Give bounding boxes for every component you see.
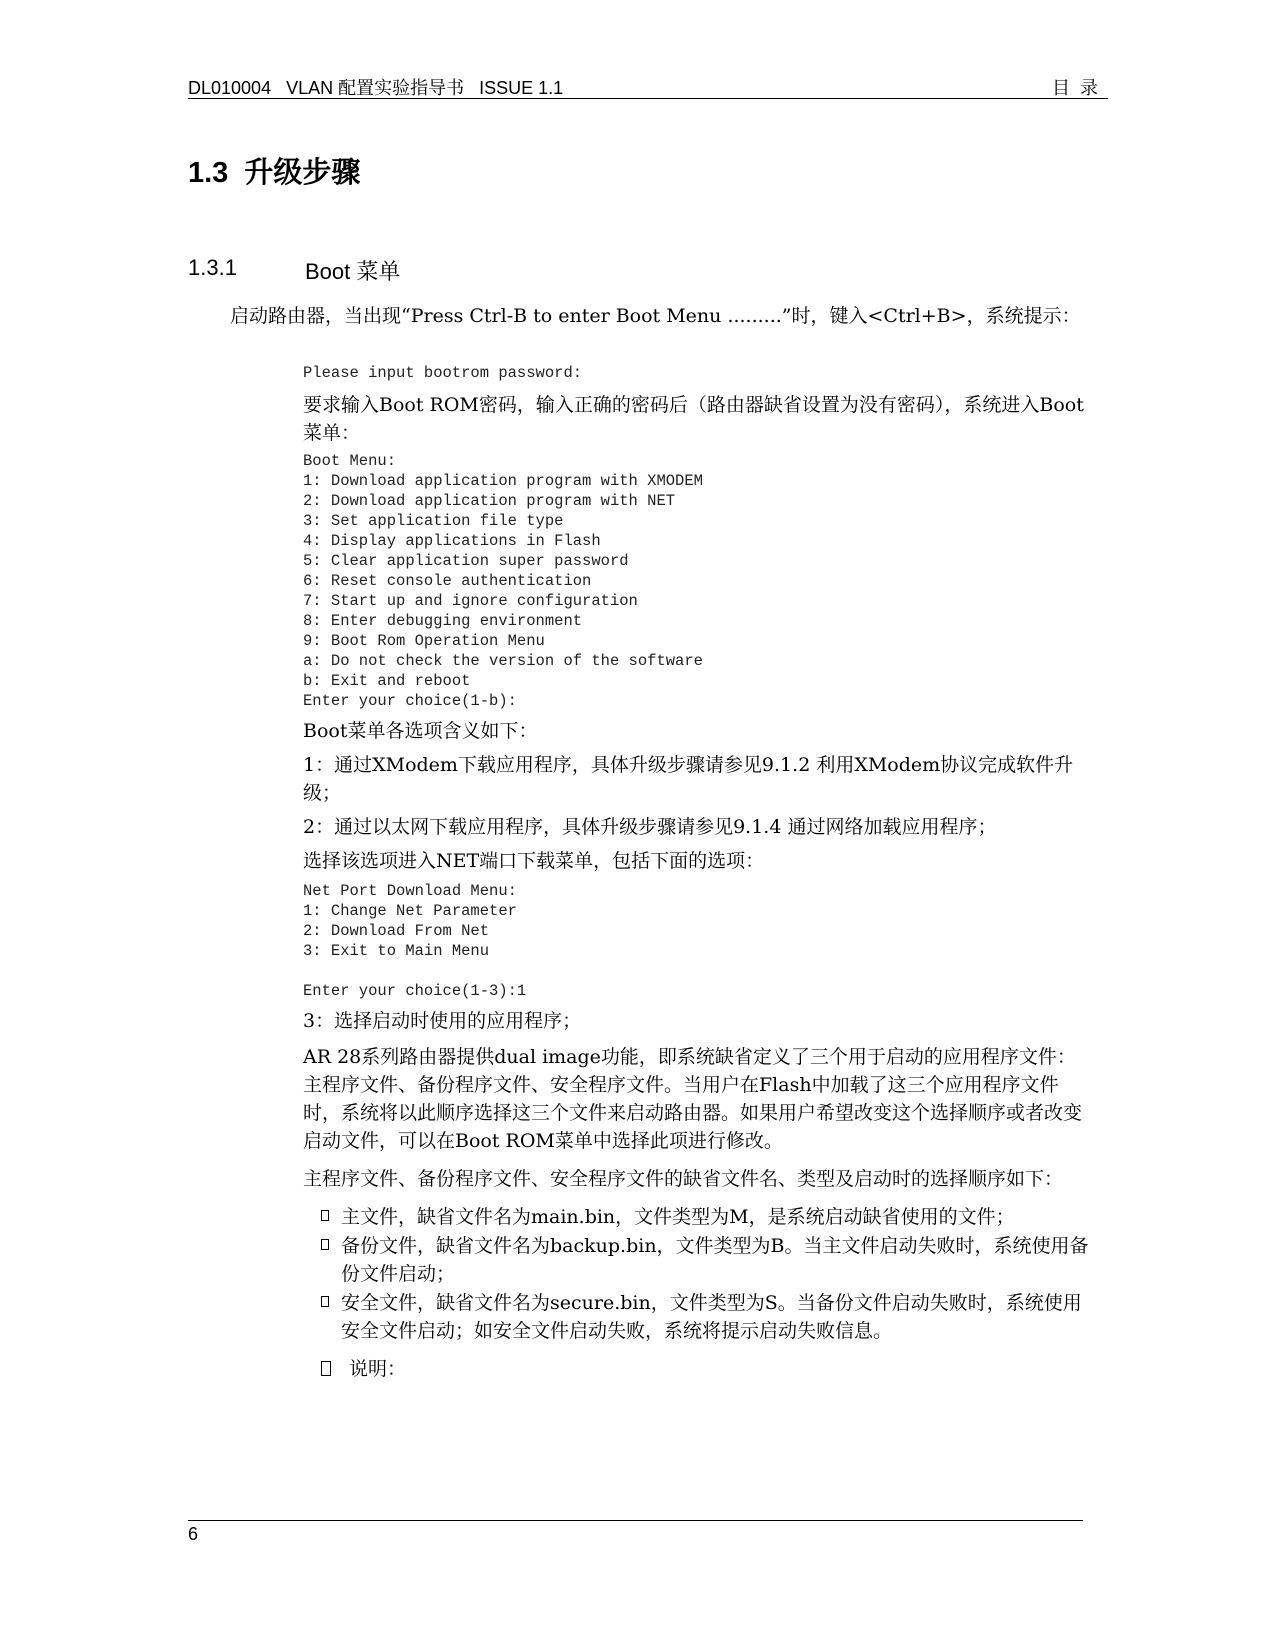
running-header-title: DL010004 VLAN 配置实验指导书 ISSUE 1.1 [188,78,564,98]
code-password-prompt: Please input bootrom password: [303,364,583,382]
section-heading: 1.3 升级步骤 [188,157,361,189]
bullet-square-icon [321,1210,329,1221]
paragraph-options-intro: Boot菜单各选项含义如下： [303,720,538,742]
paragraph-option-3: 3：选择启动时使用的应用程序； [303,1010,582,1032]
note-label: 说明： [349,1358,407,1380]
note-icon [321,1361,331,1376]
running-header-section: 目录 [1052,78,1108,99]
subsection-title: Boot 菜单 [305,259,401,284]
file-type-list [303,1203,1093,1345]
page-number: 6 [188,1524,199,1544]
code-boot-menu: Boot Menu: 1: Download application program with XMODEM 2: Download application program with NET 3: Set application file type 4: Display applications in Flash 5: Clear application super password 6: Reset console authentication 7: Start up and ignore configuration 8: Enter debugging environment 9: Boot Rom Operation Menu a: Do not check the version of the software b: Exit and reboot Enter your choice(1-b): [303,452,703,710]
paragraph-net-intro: 选择该选项进入NET端口下载菜单，包括下面的选项： [303,850,765,872]
paragraph-default-names: 主程序文件、备份程序文件、安全程序文件的缺省文件名、类型及启动时的选择顺序如下： [303,1168,1064,1190]
code-net-menu: Net Port Download Menu: 1: Change Net Parameter 2: Download From Net 3: Exit to Main Menu Enter your choice(1-3):1 [303,882,527,1000]
subsection-number: 1.3.1 [188,255,237,280]
list-item [303,1289,1093,1345]
note-callout [303,1355,1093,1383]
list-item-text: 主文件，缺省文件名为main.bin，文件类型为M，是系统启动缺省使用的文件； [341,1206,1015,1228]
list-item-text: 安全文件，缺省文件名为secure.bin，文件类型为S。当备份文件启动失败时，系统使用安全文件启动；如安全文件启动失败，系统将提示启动失败信息。 [341,1292,1082,1342]
content-column [303,363,1093,1383]
paragraph-dual-image: AR 28系列路由器提供dual image功能，即系统缺省定义了三个用于启动的应用程序文件：主程序文件、备份程序文件、安全程序文件。当用户在Flash中加载了这三个应用程序文件时，系统将以此顺序选择这三个文件来启动路由器。如果用户希望改变这个选择顺序或者改变启动文件，可以在Boot ROM菜单中选择此项进行修改。 [303,1046,1083,1152]
intro-paragraph: 启动路由器，当出现“Press Ctrl-B to enter Boot Menu .........”时，键入<Ctrl+B>，系统提示： [230,305,1081,327]
header-rule [188,98,1108,99]
bullet-square-icon [321,1296,329,1307]
list-item-text: 备份文件，缺省文件名为backup.bin，文件类型为B。当主文件启动失败时，系统使用备份文件启动； [341,1235,1089,1285]
bullet-square-icon [321,1239,329,1250]
paragraph-boot-rom: 要求输入Boot ROM密码，输入正确的密码后（路由器缺省设置为没有密码），系统进入Boot菜单： [303,394,1084,444]
paragraph-option-1: 1：通过XModem下载应用程序，具体升级步骤请参见9.1.2 利用XModem协议完成软件升级； [303,754,1074,804]
list-item [303,1203,1093,1231]
paragraph-option-2: 2：通过以太网下载应用程序，具体升级步骤请参见9.1.4 通过网络加载应用程序； [303,816,997,838]
list-item [303,1232,1093,1288]
footer-rule [188,1520,1083,1521]
